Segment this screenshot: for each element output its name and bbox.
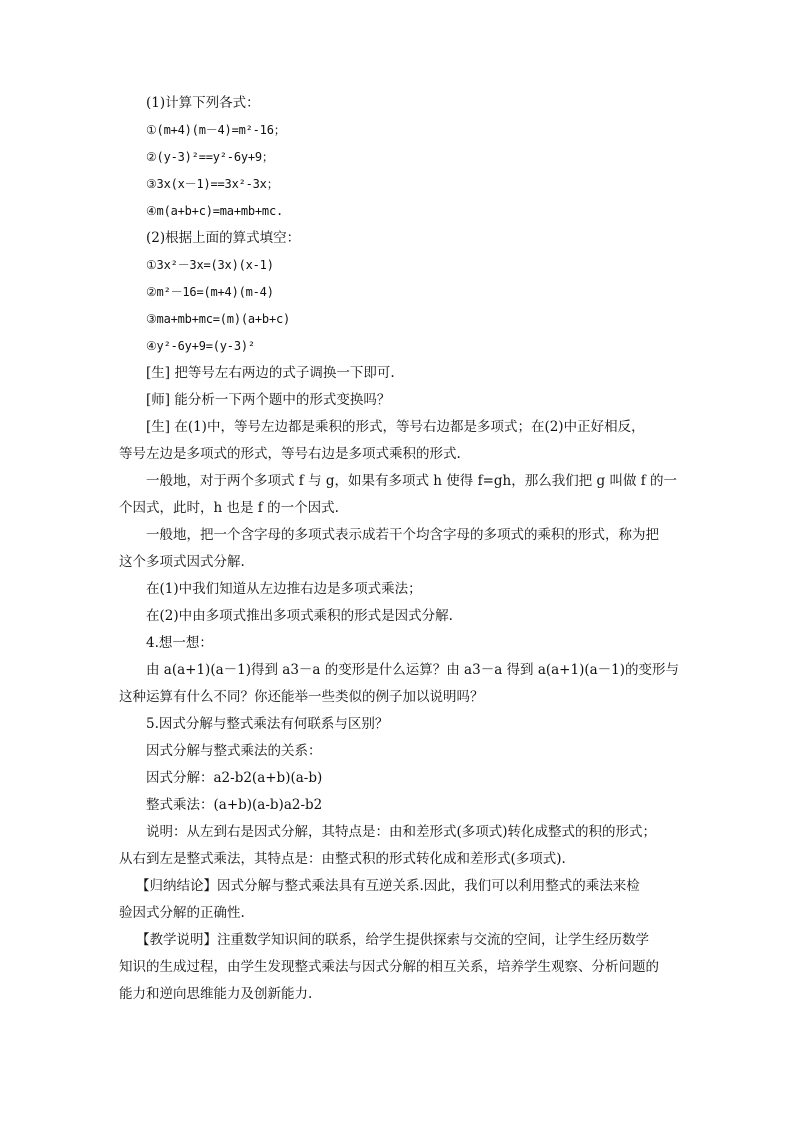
- equation-1-1: ①(m+4)(m－4)=m²-16；: [146, 123, 286, 137]
- section-4-question-line1: 由 a(a+1)(a－1)得到 a3－a 的变形是什么运算？由 a3－a 得到 a(a+1)(a－1)的变形与: [146, 662, 680, 678]
- teacher-question: [师] 能分析一下两个题中的形式变换吗？: [146, 392, 391, 408]
- equation-2-2: ②m²－16=(m+4)(m-4): [146, 285, 274, 299]
- multiplication-example: 整式乘法：(a+b)(a-b)a2-b2: [146, 797, 323, 813]
- note-part2: 在(2)中由多项式推出多项式乘积的形式是因式分解.: [146, 608, 453, 624]
- conclusion-line1: 【归纳结论】因式分解与整式乘法具有互逆关系.因此，我们可以利用整式的乘法来检: [136, 878, 640, 894]
- equation-1-3: ③3x(x－1)==3x²-3x；: [146, 177, 279, 191]
- part1-heading: (1)计算下列各式：: [146, 95, 260, 111]
- part2-heading: (2)根据上面的算式填空：: [146, 230, 301, 246]
- conclusion-line2: 验因式分解的正确性.: [119, 905, 245, 921]
- factorization-example: 因式分解：a2-b2(a+b)(a-b): [146, 770, 323, 786]
- section-4-question-line2: 这种运算有什么不同？你还能举一些类似的例子加以说明吗？: [119, 689, 484, 705]
- relation-heading: 因式分解与整式乘法的关系：: [146, 743, 322, 759]
- teaching-note-line2: 知识的生成过程，由学生发现整式乘法与因式分解的相互关系，培养学生观察、分析问题的: [119, 959, 659, 975]
- equation-1-2: ②(y-3)²==y²-6y+9；: [146, 150, 274, 164]
- definition-1-line2: 个因式，此时，h 也是 f 的一个因式.: [119, 500, 339, 516]
- note-part1: 在(1)中我们知道从左边推右边是多项式乘法；: [146, 581, 422, 597]
- teaching-note-line1: 【教学说明】注重数学知识间的联系，给学生提供探索与交流的空间，让学生经历数学: [136, 932, 649, 948]
- student-reply-1: [生] 把等号左右两边的式子调换一下即可.: [146, 365, 395, 381]
- student-reply-2-line2: 等号左边是多项式的形式，等号右边是多项式乘积的形式.: [119, 446, 461, 462]
- section-5-heading: 5.因式分解与整式乘法有何联系与区别？: [146, 716, 389, 732]
- explanation-line1: 说明：从左到右是因式分解，其特点是：由和差形式(多项式)转化成整式的积的形式；: [146, 824, 657, 840]
- definition-2-line2: 这个多项式因式分解.: [119, 554, 245, 570]
- student-reply-2-line1: [生] 在(1)中，等号左边都是乘积的形式，等号右边都是多项式；在(2)中正好相反，: [146, 419, 645, 435]
- explanation-line2: 从右到左是整式乘法，其特点是：由整式积的形式转化成和差形式(多项式).: [119, 851, 566, 867]
- equation-2-1: ①3x²－3x=(3x)(x-1): [146, 258, 274, 272]
- equation-2-3: ③ma+mb+mc=(m)(a+b+c): [146, 312, 291, 326]
- teaching-note-line3: 能力和逆向思维能力及创新能力.: [119, 986, 313, 1002]
- section-4-heading: 4.想一想：: [146, 635, 213, 651]
- equation-2-4: ④y²-6y+9=(y-3)²: [146, 339, 255, 353]
- equation-1-4: ④m(a+b+c)=ma+mb+mc.: [146, 204, 284, 218]
- definition-1-line1: 一般地，对于两个多项式 f 与 g，如果有多项式 h 使得 f=gh，那么我们把 g 叫做 f 的一: [146, 473, 678, 489]
- definition-2-line1: 一般地，把一个含字母的多项式表示成若干个均含字母的多项式的乘积的形式，称为把: [146, 527, 659, 543]
